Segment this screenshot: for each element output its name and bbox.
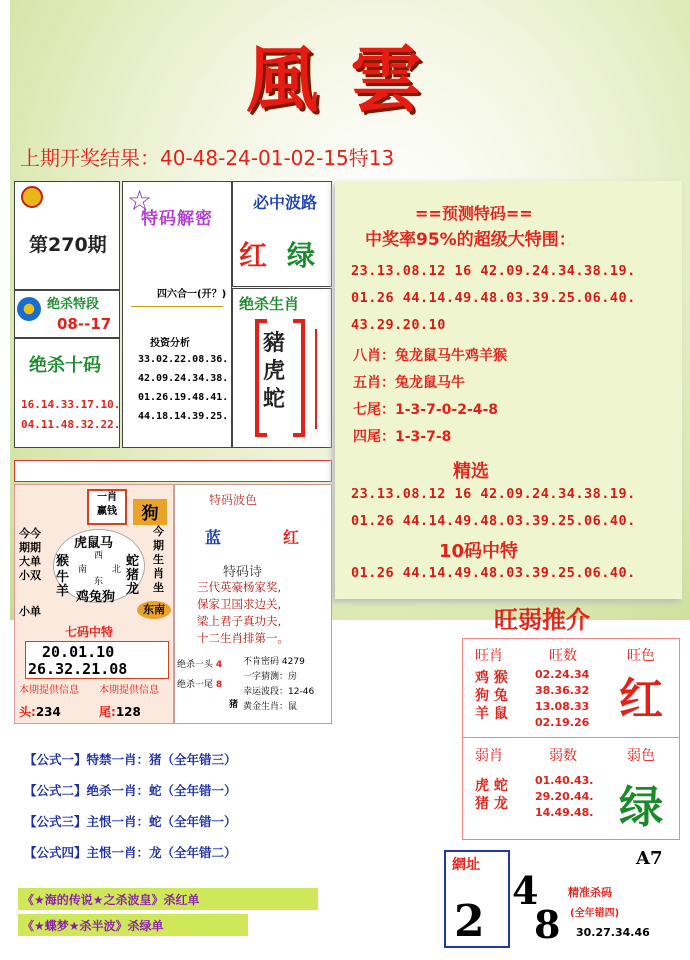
- wangruo-title: 旺弱推介: [494, 606, 590, 634]
- formula-item: 【公式二】绝杀一肖：蛇（全年错一）: [24, 783, 237, 798]
- banner-1: 《★海的传说★之杀波皇》杀红单: [18, 888, 318, 910]
- provide-right: 本期提供信息: [99, 685, 159, 696]
- animal: 虎: [263, 358, 286, 384]
- bracket-right: [293, 319, 305, 437]
- juesha-teduan-value: 08--17: [57, 315, 112, 333]
- star-icon: ☆: [127, 184, 153, 217]
- divider-strip: [14, 460, 332, 482]
- formula-item: 【公式四】主恨一肖：龙（全年错二）: [24, 845, 237, 860]
- corner-quannian: (全年错四): [570, 908, 620, 919]
- shima-row: 01.26 44.14.49.48.03.39.25.06.40.: [351, 565, 636, 581]
- tail-info: 尾:128: [99, 705, 141, 719]
- bose-blue: 蓝: [205, 528, 222, 547]
- juesha-animals: [263, 329, 285, 413]
- qiwei: 七尾：1-3-7-0-2-4-8: [353, 402, 499, 418]
- wang-color: 红: [619, 674, 663, 725]
- page-title: 風雲: [245, 37, 454, 122]
- animal: 蛇: [263, 386, 286, 412]
- jueshashima-row: 16.14.33.17.10.: [21, 398, 121, 411]
- forecast-title: ==预测特码==: [415, 204, 533, 223]
- yixiao-tag: 一肖 赢钱: [87, 489, 127, 525]
- touzi-row: 33.02.22.08.36.: [138, 354, 229, 365]
- formula-item: 【公式一】特禁一肖：猪（全年错三）: [24, 752, 237, 767]
- forecast-row: 23.13.08.12 16 42.09.24.34.38.19.: [351, 263, 636, 279]
- forecast-row: 01.26 44.14.49.48.03.39.25.06.40.: [351, 290, 636, 306]
- zodiac-wheel: 虎鼠马 猴 蛇 牛 猪 羊 龙 鸡兔狗 西 南 北 东: [53, 529, 145, 603]
- forecast-panel: [335, 181, 682, 599]
- ruo-color: 绿: [619, 782, 663, 833]
- formula-item: 【公式三】主恨一肖：蛇（全年错一）: [24, 814, 237, 829]
- poem-title: 特码诗: [223, 565, 263, 580]
- wang-numbers: 02.24.34 38.36.32 13.08.33 02.19.26: [535, 668, 590, 729]
- jingxuan-rows: [351, 481, 636, 535]
- corner-badge: 东南: [137, 601, 171, 619]
- tema-jiemi-title: 特码解密: [141, 209, 213, 229]
- provide-left: 本期提供信息: [19, 685, 79, 696]
- forecast-subtitle: 中奖率95%的超级大特围：: [365, 230, 576, 250]
- ruo-animals: 虎 蛇 猪 龙: [475, 778, 508, 812]
- touzi-rows: [138, 350, 228, 426]
- juesha-teduan-title: 绝杀特段: [47, 297, 100, 312]
- bizhong-green: 绿: [287, 239, 316, 272]
- touzi-title: 投资分析: [150, 338, 190, 349]
- baxiao: 八肖：兔龙鼠马牛鸡羊猴: [353, 348, 507, 364]
- qima-box: 20.01.10 26.32.21.08: [25, 641, 169, 679]
- bizhong-red: 红: [239, 239, 268, 272]
- jueshashima-row: 04.11.48.32.22.: [21, 418, 121, 431]
- corner-panel: [440, 846, 684, 950]
- wuxiao: 五肖：兔龙鼠马牛: [353, 375, 465, 391]
- wangruo-table: 旺肖 旺数 旺色 鸡 猴 狗 兔 羊 鼠 02.24.34 38.36.32 13.08.33 02.19.26 红 弱肖 弱数 弱色 虎 蛇 猪 龙 01.40.43. 29.20.44. 14.49.48. 绿: [462, 638, 680, 840]
- corner-digit: 8: [534, 902, 561, 947]
- corner-numbers: 30.27.34.46: [576, 926, 650, 939]
- touzi-row: 44.18.14.39.25.: [138, 411, 229, 422]
- issue-label: 第270期: [29, 234, 107, 256]
- last-result-value: 40-48-24-01-02-15特13: [160, 146, 395, 170]
- yixiao-left-side: 今今 期期 大单 小双: [19, 527, 41, 582]
- corner-wang: 網址: [452, 857, 480, 873]
- jueshashima-rows: [21, 395, 120, 435]
- last-result-label: 上期开奖结果：: [20, 146, 160, 170]
- tema-bose-title: 特码波色: [209, 493, 258, 507]
- touzi-row: 42.09.24.34.38.: [138, 373, 229, 384]
- bizhong-bolu-panel: [232, 181, 332, 287]
- qima-title: 七码中特: [65, 625, 114, 639]
- banner-2: 《★蝶梦★杀半波》杀绿单: [18, 914, 248, 936]
- issue-box: [14, 181, 120, 290]
- juesha-teduan-panel: [14, 290, 120, 338]
- xiaodan: 小单: [19, 605, 41, 618]
- info-right: 不肯密码 4279 一字猜测：房 幸运波段：12-46 黄金生肖：鼠: [243, 657, 315, 712]
- tema-bose-panel: [174, 484, 332, 724]
- juesha-shengxiao-title: 绝杀生肖: [239, 295, 300, 313]
- yixiao-panel: [14, 484, 174, 724]
- jingxuan-row: 01.26 44.14.49.48.03.39.25.06.40.: [351, 513, 636, 529]
- yixiao-answer: 狗: [133, 499, 167, 525]
- tassel-decor: [315, 329, 317, 429]
- shima-title: 10码中特: [439, 541, 519, 562]
- formulas-panel: [14, 742, 334, 872]
- logo-icon: [21, 186, 43, 208]
- corner-digit: 4: [512, 868, 539, 913]
- poem: 三代英豪杨家奖, 保家卫国求边关, 梁上君子真功夫, 十二生肖排第一。: [197, 580, 289, 645]
- info-left: 绝杀一头 4 绝杀一尾 8 猪: [177, 660, 239, 710]
- corner-jingzhun: 精准杀码: [568, 886, 612, 899]
- jingxuan-title: 精选: [453, 461, 489, 482]
- yixiao-right-side: 今期生肖坐: [153, 525, 164, 594]
- siwei: 四尾：1-3-7-8: [353, 429, 452, 445]
- animal: 豬: [263, 330, 286, 356]
- ruo-numbers: 01.40.43. 29.20.44. 14.49.48.: [535, 774, 594, 819]
- tema-jiemi-sub: 四六合一(开？): [157, 289, 227, 300]
- yinyang-icon: [17, 297, 41, 321]
- last-result: [20, 142, 394, 171]
- divider: [131, 306, 223, 307]
- forecast-rows: [351, 258, 636, 339]
- jingxuan-row: 23.13.08.12 16 42.09.24.34.38.19.: [351, 486, 636, 502]
- touzi-row: 01.26.19.48.41.: [138, 392, 229, 403]
- corner-digit: 2: [454, 896, 485, 947]
- forecast-tails: [353, 343, 507, 451]
- jueshashima-title: 绝杀十码: [29, 355, 101, 376]
- touzi-panel: [122, 330, 230, 442]
- head-info: 头:234: [19, 705, 61, 719]
- wang-animals: 鸡 猴 狗 兔 羊 鼠: [475, 670, 508, 722]
- forecast-row: 43.29.20.10: [351, 317, 446, 333]
- corner-a7: A7: [636, 848, 663, 869]
- bose-red: 红: [283, 528, 300, 547]
- juesha-shengxiao-panel: [232, 288, 332, 448]
- wangruo-panel: [462, 600, 682, 838]
- bizhong-bolu-title: 必中波路: [253, 193, 318, 212]
- jueshashima-panel: [14, 338, 120, 448]
